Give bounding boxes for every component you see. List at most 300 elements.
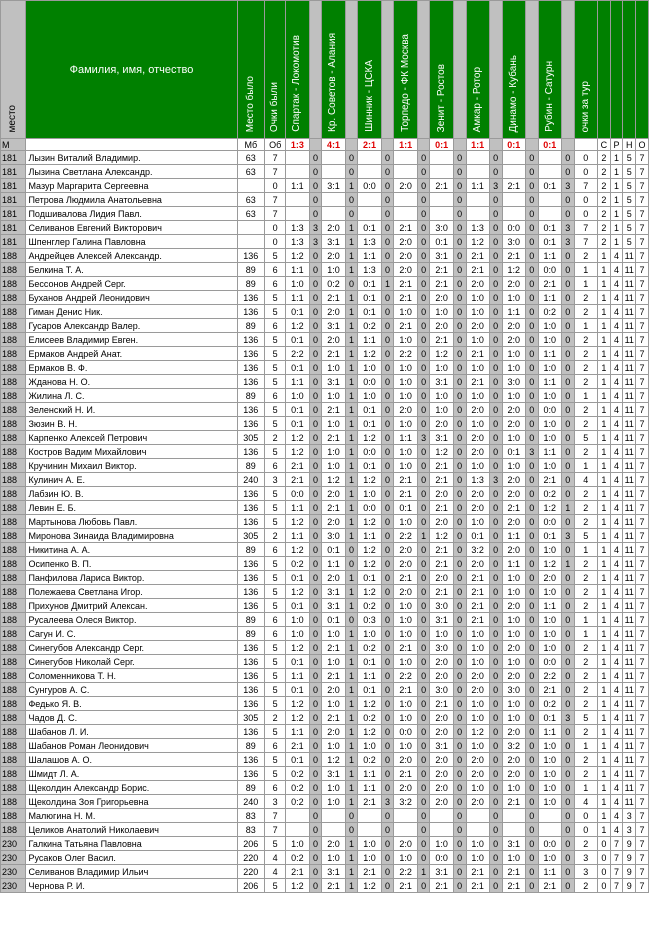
- was-place-cell: 136: [237, 347, 265, 361]
- name-header: Фамилия, имя, отчество: [26, 1, 237, 139]
- pick-points-cell: 0: [525, 291, 538, 305]
- name-cell: Гиман Денис Ник.: [26, 305, 237, 319]
- pick-points-cell: 0: [381, 585, 394, 599]
- pick-points-cell: 0: [381, 151, 394, 165]
- stat-cell: 11: [624, 432, 634, 443]
- pick-points-cell: 0: [417, 389, 430, 403]
- pick-points-cell: 0: [381, 557, 394, 571]
- pick-cell: [286, 207, 309, 221]
- tour-points-cell: 2: [574, 599, 597, 613]
- pick-points-cell: 0: [525, 515, 538, 529]
- pick-points-cell: 0: [561, 599, 574, 613]
- pick-cell: 2:0: [322, 333, 345, 347]
- pick-cell: 3:1: [502, 837, 525, 851]
- tour-points-cell: 2: [574, 501, 597, 515]
- pick-points-cell: 0: [561, 403, 574, 417]
- pick-cell: 2:0: [466, 445, 489, 459]
- pick-cell: 0:0: [502, 221, 525, 235]
- pick-points-cell: 0: [345, 193, 358, 207]
- pick-cell: 2:0: [466, 487, 489, 501]
- stat-cell: 11: [624, 418, 634, 429]
- pick-cell: 1:0: [538, 361, 561, 375]
- pick-cell: 2:1: [394, 291, 417, 305]
- stat-cell: 7: [636, 165, 649, 179]
- stat-cell: 4: [610, 571, 623, 585]
- pick-cell: 1:0: [466, 781, 489, 795]
- place-cell: 188: [1, 543, 26, 557]
- was-points-cell: 5: [265, 375, 286, 389]
- place-cell: 181: [1, 179, 26, 193]
- pick-cell: [286, 823, 309, 837]
- pick-cell: 1:0: [358, 389, 381, 403]
- pick-cell: 2:0: [430, 571, 453, 585]
- pick-points-cell: 1: [345, 263, 358, 277]
- place-cell: 188: [1, 263, 26, 277]
- pick-points-cell: 0: [561, 361, 574, 375]
- pick-cell: 2:2: [394, 865, 417, 879]
- table-row: [1, 473, 649, 487]
- pick-points-cell: 0: [453, 739, 466, 753]
- stat-cell: 7: [636, 473, 649, 487]
- pick-cell: [466, 193, 489, 207]
- pick-points-cell: 0: [561, 333, 574, 347]
- pick-cell: [322, 193, 345, 207]
- pick-cell: 1:1: [286, 179, 309, 193]
- was-place-cell: 136: [237, 333, 265, 347]
- stat-cell: 7: [636, 291, 649, 305]
- pick-points-cell: 0: [417, 571, 430, 585]
- pick-cell: 0:1: [286, 417, 309, 431]
- pick-cell: 2:1: [286, 473, 309, 487]
- pick-cell: 1:0: [502, 697, 525, 711]
- pick-cell: 1:0: [286, 613, 309, 627]
- stat-cell: 5: [623, 179, 636, 193]
- pick-points-cell: 0: [525, 179, 538, 193]
- pick-points-cell: 0: [309, 823, 322, 837]
- pick-cell: 3:0: [322, 529, 345, 543]
- stat-cell: 7: [610, 837, 623, 851]
- stat-cell: 7: [636, 725, 649, 739]
- was-points-cell: 5: [265, 403, 286, 417]
- pick-points-cell: 0: [525, 347, 538, 361]
- pick-cell: 3:1: [430, 249, 453, 263]
- pick-cell: 0:0: [538, 403, 561, 417]
- tour-points-cell: 3: [574, 865, 597, 879]
- pick-cell: 2:0: [502, 417, 525, 431]
- pick-cell: 1:1: [358, 529, 381, 543]
- name-cell: Мазур Маргарита Сергеевна: [26, 179, 237, 193]
- name-cell: Бессонов Андрей Серг.: [26, 277, 237, 291]
- pick-points-cell: 0: [525, 613, 538, 627]
- was-place-cell: 136: [237, 669, 265, 683]
- was-place-cell: 136: [237, 515, 265, 529]
- pick-cell: 1:0: [322, 263, 345, 277]
- pick-points-cell: 1: [345, 459, 358, 473]
- stat-cell: 1: [597, 823, 610, 837]
- was-points-cell: 5: [265, 697, 286, 711]
- pick-cell: 1:2: [358, 879, 381, 893]
- pick-cell: 2:1: [358, 795, 381, 809]
- table-row: [1, 235, 649, 249]
- pick-cell: 0:1: [322, 543, 345, 557]
- pick-points-cell: 0: [309, 557, 322, 571]
- pick-points-cell: 0: [489, 879, 502, 893]
- pick-points-cell: 0: [561, 865, 574, 879]
- pick-cell: [430, 165, 453, 179]
- pick-cell: 1:0: [322, 445, 345, 459]
- pick-points-cell: 0: [309, 193, 322, 207]
- name-cell: Жданова Н. О.: [26, 375, 237, 389]
- pick-cell: 1:2: [286, 319, 309, 333]
- name-cell: Петрова Людмила Анатольевна: [26, 193, 237, 207]
- tour-points-cell: 2: [574, 291, 597, 305]
- name-cell: Шмидт Л. А.: [26, 767, 237, 781]
- table-row: [1, 599, 649, 613]
- pick-cell: 3:1: [322, 599, 345, 613]
- was-points-cell: 5: [265, 655, 286, 669]
- pick-points-cell: 0: [525, 249, 538, 263]
- place-cell: 188: [1, 515, 26, 529]
- pick-cell: [358, 151, 381, 165]
- pick-cell: [502, 193, 525, 207]
- pick-points-cell: 3: [561, 179, 574, 193]
- pick-points-cell: 0: [417, 235, 430, 249]
- stat-header: Н: [623, 139, 636, 151]
- stat-cell: 4: [610, 795, 623, 809]
- pick-points-cell: 0: [525, 879, 538, 893]
- stat-cell: 1: [597, 543, 610, 557]
- was-points-cell: 6: [265, 277, 286, 291]
- pick-cell: 3:1: [430, 865, 453, 879]
- tour-points-cell: 2: [574, 655, 597, 669]
- pick-points-cell: 0: [525, 221, 538, 235]
- pick-cell: 3:1: [430, 431, 453, 445]
- pick-points-cell: 0: [417, 879, 430, 893]
- pick-cell: 3:1: [430, 739, 453, 753]
- pick-cell: 2:1: [322, 501, 345, 515]
- pick-points-cell: 0: [309, 249, 322, 263]
- table-row: [1, 669, 649, 683]
- pick-points-cell: 0: [525, 823, 538, 837]
- pick-points-cell: 0: [561, 879, 574, 893]
- stat-cell: 7: [636, 445, 649, 459]
- pick-cell: 3:2: [466, 543, 489, 557]
- pick-points-cell: 0: [417, 487, 430, 501]
- table-row: [1, 851, 649, 865]
- pick-cell: 0:1: [538, 529, 561, 543]
- pick-cell: 2:1: [466, 263, 489, 277]
- pick-points-cell: 0: [489, 613, 502, 627]
- stat-cell: 7: [636, 627, 649, 641]
- pick-points-cell: 0: [561, 487, 574, 501]
- name-cell: Осипенко В. П.: [26, 557, 237, 571]
- pick-points-cell: 1: [561, 557, 574, 571]
- pick-cell: 1:2: [502, 263, 525, 277]
- was-place-cell: 206: [237, 879, 265, 893]
- pick-cell: 1:0: [502, 361, 525, 375]
- pick-points-cell: 0: [381, 249, 394, 263]
- pick-cell: 0:1: [538, 221, 561, 235]
- stat-cell: 11: [624, 250, 634, 261]
- stat-cell: 7: [636, 389, 649, 403]
- stat-cell: 1: [597, 795, 610, 809]
- pick-points-cell: 0: [453, 585, 466, 599]
- pick-cell: 2:1: [394, 879, 417, 893]
- match-header: Спартак - Локомотив: [286, 1, 309, 139]
- was-place-cell: 63: [237, 165, 265, 179]
- pick-points-cell: 0: [453, 599, 466, 613]
- pick-cell: 1:1: [322, 557, 345, 571]
- pick-points-cell: 1: [345, 291, 358, 305]
- table-row: [1, 347, 649, 361]
- pick-cell: 2:0: [322, 683, 345, 697]
- pick-points-cell: 0: [525, 501, 538, 515]
- pick-cell: 1:2: [358, 585, 381, 599]
- pick-cell: 1:0: [322, 655, 345, 669]
- pick-cell: 1:0: [502, 613, 525, 627]
- pick-cell: 3:1: [322, 319, 345, 333]
- pick-points-cell: 0: [453, 263, 466, 277]
- pick-points-cell: 0: [309, 683, 322, 697]
- pick-points-cell: 0: [489, 221, 502, 235]
- was-points-cell: 6: [265, 459, 286, 473]
- pick-cell: 1:0: [322, 627, 345, 641]
- name-cell: Кулинич А. Е.: [26, 473, 237, 487]
- pick-points-cell: 0: [309, 739, 322, 753]
- pick-points-cell: 0: [525, 669, 538, 683]
- tour-points-cell: 0: [574, 193, 597, 207]
- pick-points-cell: 0: [309, 473, 322, 487]
- pick-points-cell: 1: [345, 375, 358, 389]
- pick-cell: 2:1: [466, 347, 489, 361]
- pick-cell: 1:0: [466, 851, 489, 865]
- pick-points-cell: 0: [345, 207, 358, 221]
- pick-points-cell: 1: [345, 417, 358, 431]
- pick-cell: 2:0: [430, 767, 453, 781]
- stat-cell: 1: [597, 627, 610, 641]
- table-row: [1, 865, 649, 879]
- was-place-cell: 89: [237, 389, 265, 403]
- name-cell: Карпенко Алексей Петрович: [26, 431, 237, 445]
- pick-cell: 0:0: [286, 487, 309, 501]
- name-cell: Чадов Д. С.: [26, 711, 237, 725]
- pick-cell: 0:1: [286, 571, 309, 585]
- pick-points-cell: 1: [345, 683, 358, 697]
- pick-cell: [430, 193, 453, 207]
- pick-cell: 1:1: [502, 305, 525, 319]
- pick-points-cell: 0: [345, 543, 358, 557]
- pick-points-cell: 0: [489, 837, 502, 851]
- place-cell: 188: [1, 403, 26, 417]
- match-result: 0:1: [502, 139, 525, 151]
- pick-points-cell: 0: [489, 249, 502, 263]
- pick-cell: 1:2: [358, 557, 381, 571]
- stat-cell: 11: [624, 726, 634, 737]
- stat-cell: 11: [624, 390, 634, 401]
- stat-cell: 7: [636, 207, 649, 221]
- pick-points-cell: 0: [453, 291, 466, 305]
- pick-points-cell: 0: [381, 529, 394, 543]
- pick-points-cell: 0: [561, 165, 574, 179]
- pick-points-cell: 1: [345, 697, 358, 711]
- pick-cell: 1:0: [358, 739, 381, 753]
- pick-points-cell: 1: [345, 179, 358, 193]
- stat-cell: 4: [610, 515, 623, 529]
- place-cell: 181: [1, 235, 26, 249]
- stat-cell: 2: [597, 235, 610, 249]
- pick-cell: 1:0: [466, 711, 489, 725]
- stat-cell: 1: [597, 389, 610, 403]
- pick-cell: 0:0: [430, 851, 453, 865]
- pick-points-cell: 0: [453, 557, 466, 571]
- was-points-cell: 6: [265, 263, 286, 277]
- tour-points-cell: 1: [574, 543, 597, 557]
- stat-cell: 7: [636, 431, 649, 445]
- pick-cell: 1:0: [466, 515, 489, 529]
- table-row: [1, 151, 649, 165]
- pick-points-cell: 0: [309, 599, 322, 613]
- pick-points-cell: 0: [525, 333, 538, 347]
- stat-cell: 7: [636, 795, 649, 809]
- pick-cell: 1:1: [286, 375, 309, 389]
- was-place-cell: 136: [237, 487, 265, 501]
- pick-cell: 1:0: [466, 459, 489, 473]
- stat-cell: 4: [610, 445, 623, 459]
- pick-points-cell: 0: [453, 193, 466, 207]
- pick-cell: 2:1: [322, 879, 345, 893]
- stat-cell: 7: [636, 403, 649, 417]
- pick-points-cell: 0: [489, 767, 502, 781]
- pick-cell: 2:0: [394, 235, 417, 249]
- was-points-cell: 5: [265, 571, 286, 585]
- stat-cell: 7: [636, 501, 649, 515]
- pick-points-cell: 0: [417, 417, 430, 431]
- pick-points-cell: 0: [489, 277, 502, 291]
- table-row: [1, 277, 649, 291]
- name-cell: Миронова Зинаида Владимировна: [26, 529, 237, 543]
- pick-cell: 2:1: [430, 543, 453, 557]
- pick-points-cell: 0: [453, 249, 466, 263]
- pick-cell: 2:1: [394, 683, 417, 697]
- stat-cell: 4: [610, 711, 623, 725]
- was-points-cell: 7: [265, 207, 286, 221]
- stat-cell: 9: [623, 837, 636, 851]
- place-cell: 188: [1, 599, 26, 613]
- pick-cell: 1:1: [358, 669, 381, 683]
- place-cell: 188: [1, 627, 26, 641]
- pick-points-cell: 0: [489, 417, 502, 431]
- stat-cell: 5: [623, 235, 636, 249]
- tour-points-cell: 2: [574, 879, 597, 893]
- stat-cell: 1: [597, 557, 610, 571]
- pick-cell: [538, 193, 561, 207]
- pick-points-cell: 0: [381, 753, 394, 767]
- was-place-cell: 89: [237, 627, 265, 641]
- was-place-cell: 136: [237, 291, 265, 305]
- stat-cell: 11: [624, 502, 634, 513]
- pick-points-cell: 0: [453, 151, 466, 165]
- pick-cell: 2:0: [466, 501, 489, 515]
- tour-points-cell: 0: [574, 165, 597, 179]
- stat-cell: 2: [597, 207, 610, 221]
- table-row: [1, 683, 649, 697]
- pick-points-cell: 0: [417, 613, 430, 627]
- pick-points-cell: 0: [525, 739, 538, 753]
- pick-points-cell: 0: [561, 319, 574, 333]
- pick-points-cell: 0: [345, 809, 358, 823]
- pick-cell: 1:3: [358, 263, 381, 277]
- pick-cell: 0:1: [538, 179, 561, 193]
- stat-cell: 7: [636, 361, 649, 375]
- pick-points-cell: 0: [381, 599, 394, 613]
- stat-cell: 4: [610, 375, 623, 389]
- pick-cell: 0:1: [286, 305, 309, 319]
- pick-cell: 0:3: [358, 613, 381, 627]
- pick-points-cell: 0: [309, 487, 322, 501]
- pick-cell: 2:1: [466, 613, 489, 627]
- place-cell: 188: [1, 823, 26, 837]
- pick-cell: 1:0: [358, 627, 381, 641]
- pick-cell: 1:0: [502, 291, 525, 305]
- pick-cell: 1:1: [538, 249, 561, 263]
- pick-cell: 2:1: [502, 249, 525, 263]
- pick-cell: 2:0: [466, 277, 489, 291]
- stat-cell: 2: [597, 151, 610, 165]
- pick-cell: 1:0: [502, 585, 525, 599]
- was-place-cell: 136: [237, 361, 265, 375]
- pick-points-cell: 1: [345, 641, 358, 655]
- pick-points-cell: 0: [417, 669, 430, 683]
- pick-points-cell: 1: [345, 389, 358, 403]
- pick-points-cell: 0: [525, 809, 538, 823]
- stat-cell: 11: [624, 684, 634, 695]
- pick-cell: 2:0: [430, 655, 453, 669]
- table-row: [1, 571, 649, 585]
- pick-points-cell: 0: [489, 795, 502, 809]
- pick-points-cell: 1: [345, 711, 358, 725]
- pick-cell: 2:0: [502, 333, 525, 347]
- stat-cell: 9: [623, 851, 636, 865]
- pick-cell: 0:2: [358, 753, 381, 767]
- pick-points-cell: 0: [489, 515, 502, 529]
- pick-points-cell: 0: [309, 585, 322, 599]
- place-cell: 188: [1, 655, 26, 669]
- pick-points-cell: 0: [453, 235, 466, 249]
- stat-cell: 4: [610, 669, 623, 683]
- pick-cell: 1:0: [538, 795, 561, 809]
- tour-points-cell: 1: [574, 319, 597, 333]
- pick-cell: [502, 823, 525, 837]
- pick-points-cell: 0: [525, 557, 538, 571]
- pick-cell: 1:0: [394, 361, 417, 375]
- pick-cell: [394, 207, 417, 221]
- pick-points-cell: 0: [561, 739, 574, 753]
- pick-points-cell: 0: [525, 473, 538, 487]
- pick-cell: 2:1: [538, 473, 561, 487]
- stat-cell: 1: [597, 417, 610, 431]
- table-row: [1, 305, 649, 319]
- pick-points-cell: 0: [489, 557, 502, 571]
- pick-cell: 1:1: [358, 781, 381, 795]
- pick-cell: 1:0: [394, 389, 417, 403]
- pick-points-cell: 0: [525, 277, 538, 291]
- pick-cell: 1:3: [466, 221, 489, 235]
- name-cell: Шалашов А. О.: [26, 753, 237, 767]
- name-cell: Селиванов Евгений Викторович: [26, 221, 237, 235]
- pick-cell: 2:1: [286, 739, 309, 753]
- pick-points-cell: 0: [309, 333, 322, 347]
- pick-cell: 2:0: [430, 711, 453, 725]
